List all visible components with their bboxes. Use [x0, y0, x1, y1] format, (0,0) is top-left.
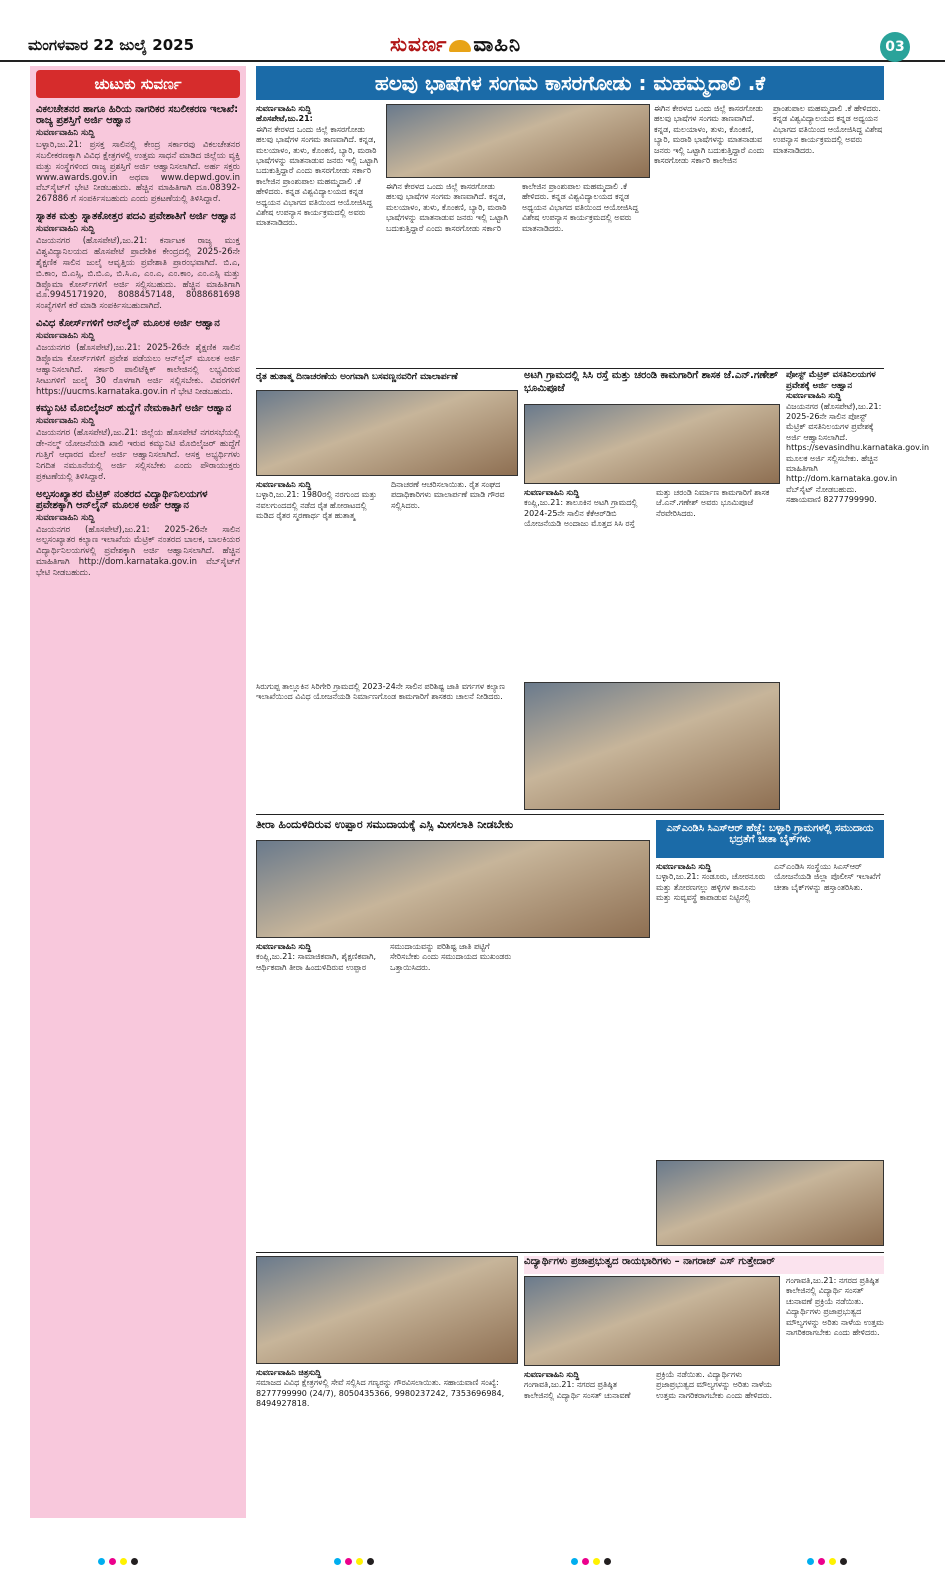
election-article-right — [786, 1276, 884, 1518]
headline: ಎನ್‌ಎಂಡಿಸಿ ಸಿಎಸ್‌ಆರ್ ಹೆಜ್ಜೆ: ಬಳ್ಳಾರಿ ಗ್ರಾಮಗಳಲ್ಲಿ ಸಮುದಾಯ ಭದ್ರತೆಗೆ ಚೀತಾ ಬೈಕ್‌ಗಳು — [666, 823, 874, 845]
page-number-badge: 03 — [880, 32, 910, 62]
left-news-item — [36, 403, 240, 482]
main-headline: ಹಲವು ಭಾಷೆಗಳ ಸಂಗಮ ಕಾಸರಗೋಡು : ಮಹಮ್ಮದಾಲಿ .ಕೆ — [256, 66, 884, 100]
byline: ಸುವರ್ಣವಾಹಿನಿ ಸುದ್ದಿ — [36, 128, 95, 138]
article-body: ಕಂಪ್ಲಿ,ಜು.21: ಸಾಮಾಜಿಕವಾಗಿ, ಶೈಕ್ಷಣಿಕವಾಗಿ, ಆರ್ಥಿಕವಾಗಿ ತೀರಾ ಹಿಂದುಳಿದಿರುವ ಉಪ್ಪಾರ ಸಮುದಾಯವನ್ನು ಪರಿಶಿಷ್ಟ ಜಾತಿ ಪಟ್ಟಿಗೆ ಸೇರಿಸಬೇಕು ಎಂದು ಸಮುದಾಯದ ಮುಖಂಡರು ಒತ್ತಾಯಿಸಿದರು. — [256, 942, 512, 972]
left-news-column — [30, 66, 246, 1518]
byline: ಸುವರ್ಣವಾಹಿನಿ ಸುದ್ದಿ — [524, 1370, 580, 1379]
left-news-headline: ಕಮ್ಯುನಿಟಿ ಮೊಬಿಲೈಜರ್ ಹುದ್ದೆಗೆ ನೇಮಕಾತಿಗೆ ಅರ್ಜಿ ಆಹ್ವಾನ — [36, 403, 232, 415]
magenta-dot — [582, 1558, 589, 1565]
black-dot — [604, 1558, 611, 1565]
police-article-text — [656, 862, 884, 1158]
election-headline-box — [524, 1256, 884, 1274]
yellow-dot — [356, 1558, 363, 1565]
magenta-dot — [109, 1558, 116, 1565]
byline: ಸುವರ್ಣವಾಹಿನಿ ಸುದ್ದಿ — [256, 104, 312, 113]
yellow-dot — [829, 1558, 836, 1565]
election-photo — [524, 1276, 780, 1366]
black-dot — [367, 1558, 374, 1565]
reservation-headline-box — [256, 818, 650, 838]
farmers-photo — [256, 390, 518, 476]
road-article-text — [524, 488, 780, 678]
article-body: ಈಗಿನ ಕೇರಳದ ಒಂದು ಜಿಲ್ಲೆ ಕಾಸರಗೋಡು ಹಲವು ಭಾಷೆಗಳ ಸಂಗಮ ತಾಣವಾಗಿದೆ. ಕನ್ನಡ, ಮಲಯಾಳಂ, ತುಳು, ಕೊಂಕಣಿ, ಬ್ಯಾರಿ, ಮರಾಠಿ ಭಾಷೆಗಳನ್ನು ಮಾತನಾಡುವ ಜನರು ಇಲ್ಲಿ ಒಟ್ಟಾಗಿ ಬದುಕುತ್ತಿದ್ದಾರೆ ಎಂದು ಕಾಸರಗೋಡು ಸರ್ಕಾರಿ ಕಾಲೇಜಿನ ಪ್ರಾಂಶುಪಾಲ ಮಹಮ್ಮದಾಲಿ .ಕೆ ಹೇಳಿದರು. ಕನ್ನಡ ವಿಶ್ವವಿದ್ಯಾಲಯದ ಕನ್ನಡ ಅಧ್ಯಯನ ವಿಭಾಗದ ವತಿಯಿಂದ ಆಯೋಜಿಸಿದ್ದ ವಿಶೇಷ ಉಪನ್ಯಾಸ ಕಾರ್ಯಕ್ರಮದಲ್ಲಿ ಅವರು ಮಾತನಾಡಿದರು. — [386, 182, 639, 233]
felicitation-photo — [256, 1256, 518, 1364]
article-body: ಸಮಾಜದ ವಿವಿಧ ಕ್ಷೇತ್ರಗಳಲ್ಲಿ ಸೇವೆ ಸಲ್ಲಿಸಿದ ಗಣ್ಯರನ್ನು ಗೌರವಿಸಲಾಯಿತು. ಸಹಾಯವಾಣಿ ಸಂಖ್ಯೆ: 8277799990 (24/7), 8050435366, 9980237242, 7353696984, 8494927818. — [256, 1378, 505, 1409]
yellow-dot — [593, 1558, 600, 1565]
farmers-article-text — [256, 480, 518, 678]
lead-article-continued — [386, 182, 650, 366]
left-news-body: ವಿಜಯನಗರ (ಹೊಸಪೇಟೆ),ಜು.21: ಕರ್ನಾಟಕ ರಾಜ್ಯ ಮುಕ್ತ ವಿಶ್ವವಿದ್ಯಾನಿಲಯದ ಹೊಸಪೇಟೆ ಪ್ರಾದೇಶಿಕ ಕೇಂದ್ರದಲ್ಲಿ 2025-26ನೇ ಶೈಕ್ಷಣಿಕ ಸಾಲಿನ ಜುಲೈ ಆವೃತ್ತಿಯ ಪ್ರವೇಶಾತಿ ಪ್ರಾರಂಭವಾಗಿದೆ. ಬಿ.ಎ, ಬಿ.ಕಾಂ, ಬಿ.ಎಸ್ಸಿ, ಬಿ.ಬಿ.ಎ, ಬಿ.ಸಿ.ಎ, ಎಂ.ಎ, ಎಂ.ಕಾಂ, ಎಂ.ಎಸ್ಸಿ ಮತ್ತು ಡಿಪ್ಲೊಮಾ ಕೋರ್ಸ್‌ಗಳಿಗೆ ಅರ್ಜಿ ಸಲ್ಲಿಸಬಹುದು. ಹೆಚ್ಚಿನ ಮಾಹಿತಿಗಾಗಿ ಮೊ.9945171920, 8088457148, 8088681698 ಸಂಖ್ಯೆಗಳಿಗೆ ಕರೆ ಮಾಡಿ ಸಂಪರ್ಕಿಸಬಹುದಾಗಿದೆ. — [36, 236, 240, 312]
byline: ಸುವರ್ಣವಾಹಿನಿ ಚಿತ್ರಸುದ್ದಿ — [256, 1368, 322, 1377]
left-news-item — [36, 211, 240, 312]
election-article-text — [524, 1370, 780, 1518]
byline: ಸುವರ್ಣವಾಹಿನಿ ಸುದ್ದಿ — [36, 331, 95, 342]
article-body: ಗಂಗಾವತಿ,ಜು.21: ನಗರದ ಪ್ರತಿಷ್ಠಿತ ಕಾಲೇಜಿನಲ್ಲಿ ವಿದ್ಯಾರ್ಥಿ ಸಂಸತ್ ಚುನಾವಣೆ ಪ್ರಕ್ರಿಯೆ ನಡೆಯಿತು. ವಿದ್ಯಾರ್ಥಿಗಳು ಪ್ರಜಾಪ್ರಭುತ್ವದ ಮೌಲ್ಯಗಳನ್ನು ಅರಿತು ನಾಳೆಯ ಉತ್ತಮ ನಾಗರಿಕರಾಗಬೇಕು ಎಂದು ಹೇಳಿದರು. — [524, 1370, 773, 1400]
color-dots — [571, 1558, 611, 1565]
left-news-body: ವಿಜಯನಗರ (ಹೊಸಪೇಟೆ),ಜು.21: ಜಿಲ್ಲೆಯ ಹೊಸಪೇಟೆ ನಗರಸಭೆಯಲ್ಲಿ ಡೇ-ನಲ್ಮ್ ಯೋಜನೆಯಡಿ ಖಾಲಿ ಇರುವ ಕಮ್ಯುನಿಟಿ ಮೊಬಿಲೈಜರ್ ಹುದ್ದೆಗೆ ಗುತ್ತಿಗೆ ಆಧಾರದ ಮೇಲೆ ಅರ್ಜಿ ಆಹ್ವಾನಿಸಲಾಗಿದೆ. ಆಸಕ್ತ ಅಭ್ಯರ್ಥಿಗಳು ನಿಗದಿತ ನಮೂನೆಯಲ್ಲಿ ಅರ್ಜಿ ಸಲ್ಲಿಸಬೇಕು ಎಂದು ಪೌರಾಯುಕ್ತರು ಪ್ರಕಟಣೆಯಲ್ಲಿ ತಿಳಿಸಿದ್ದಾರೆ. — [36, 428, 240, 482]
lead-article-text — [256, 104, 382, 366]
police-bikes-photo — [656, 1160, 884, 1246]
road-article-headline — [524, 370, 780, 402]
newspaper-logo — [390, 32, 521, 56]
byline: ಸುವರ್ಣವಾಹಿನಿ ಸುದ್ದಿ — [36, 416, 95, 427]
color-dots — [807, 1558, 847, 1565]
left-news-body: ವಿಜಯನಗರ (ಹೊಸಪೇಟೆ),ಜು.21: 2025-26ನೇ ಶೈಕ್ಷಣಿಕ ಸಾಲಿನ ಡಿಪ್ಲೊಮಾ ಕೋರ್ಸ್‌ಗಳಿಗೆ ಪ್ರವೇಶ ಪಡೆಯಲು ಆನ್‌ಲೈನ್ ಮೂಲಕ ಅರ್ಜಿ ಆಹ್ವಾನಿಸಲಾಗಿದೆ. ಸರ್ಕಾರಿ ಪಾಲಿಟೆಕ್ನಿಕ್ ಕಾಲೇಜಿನಲ್ಲಿ ಲಭ್ಯವಿರುವ ಸೀಟುಗಳಿಗೆ ಜುಲೈ 30 ರೊಳಗಾಗಿ ಅರ್ಜಿ ಸಲ್ಲಿಸಬೇಕು. ವಿವರಗಳಿಗೆ https://uucms.karnataka.gov.in ಗೆ ಭೇಟಿ ನೀಡಬಹುದು. — [36, 343, 240, 397]
byline: ಸುವರ್ಣವಾಹಿನಿ ಸುದ್ದಿ — [36, 224, 95, 235]
print-registration-marks — [0, 1548, 945, 1574]
column-banner: ಚುಟುಕು ಸುವರ್ಣ — [36, 70, 240, 98]
left-news-body: ವಿಜಯನಗರ (ಹೊಸಪೇಟೆ),ಜು.21: 2025-26ನೇ ಸಾಲಿನ ಅಲ್ಪಸಂಖ್ಯಾತರ ಕಲ್ಯಾಣ ಇಲಾಖೆಯ ಮೆಟ್ರಿಕ್ ನಂತರದ ಬಾಲಕ, ಬಾಲಕಿಯರ ವಿದ್ಯಾರ್ಥಿನಿಲಯಗಳಲ್ಲಿ ಪ್ರವೇಶಕ್ಕಾಗಿ ಅರ್ಜಿ ಆಹ್ವಾನಿಸಲಾಗಿದೆ. ಹೆಚ್ಚಿನ ಮಾಹಿತಿಗಾಗಿ http://dom.karnataka.gov.in ವೆಬ್‌ಸೈಟ್‌ಗೆ ಭೇಟಿ ನೀಡಬಹುದು. — [36, 524, 240, 578]
article-body: ಸಿರುಗುಪ್ಪ ತಾಲ್ಲೂಕಿನ ಸಿರಿಗೇರಿ ಗ್ರಾಮದಲ್ಲಿ 2023-24ನೇ ಸಾಲಿನ ಪರಿಶಿಷ್ಟ ಜಾತಿ ವರ್ಗಗಳ ಕಲ್ಯಾಣ ಇಲಾಖೆಯಿಂದ ವಿವಿಧ ಯೋಜನೆಯಡಿ ನಿರ್ಮಾಣಗೊಂಡ ಕಾಮಗಾರಿಗೆ ಶಾಸಕರು ಚಾಲನೆ ನೀಡಿದರು. — [256, 682, 505, 702]
headline: ವಿದ್ಯಾರ್ಥಿಗಳು ಪ್ರಜಾಪ್ರಭುತ್ವದ ರಾಯಭಾರಿಗಳು – ನಾಗರಾಜ್ ಎಸ್ ಗುತ್ತೇದಾರ್ — [524, 1256, 775, 1267]
reservation-article-text — [256, 942, 650, 1248]
lead-article-right-text — [654, 104, 884, 366]
byline: ಸುವರ್ಣವಾಹಿನಿ ಸುದ್ದಿ — [656, 862, 712, 871]
felicitation-article-text — [256, 1368, 518, 1518]
cyan-dot — [98, 1558, 105, 1565]
headline: ರೈತ ಹುತಾತ್ಮ ದಿನಾಚರಣೆಯ ಅಂಗವಾಗಿ ಬಸವಣ್ಣನವರಿಗೆ ಮಾಲಾರ್ಪಣೆ — [256, 372, 458, 382]
headline: ತೀರಾ ಹಿಂದುಳಿದಿರುವ ಉಪ್ಪಾರ ಸಮುದಾಯಕ್ಕೆ ಎಸ್ಸಿ ಮೀಸಲಾತಿ ನೀಡಬೇಕು — [256, 818, 514, 831]
cyan-dot — [571, 1558, 578, 1565]
cyan-dot — [334, 1558, 341, 1565]
divider — [256, 814, 884, 815]
article-body: ಬಳ್ಳಾರಿ,ಜು.21: 1980ರಲ್ಲಿ ನರಗುಂದ ಮತ್ತು ನವಲಗುಂದದಲ್ಲಿ ನಡೆದ ರೈತ ಹೋರಾಟದಲ್ಲಿ ಮಡಿದ ರೈತರ ಸ್ಮರಣಾರ್ಥ ರೈತ ಹುತಾತ್ಮ ದಿನಾಚರಣೆ ಆಚರಿಸಲಾಯಿತು. ರೈತ ಸಂಘದ ಪದಾಧಿಕಾರಿಗಳು ಮಾಲಾರ್ಪಣೆ ಮಾಡಿ ಗೌರವ ಸಲ್ಲಿಸಿದರು. — [256, 480, 505, 521]
issue-date: ಮಂಗಳವಾರ 22 ಜುಲೈ 2025 — [28, 36, 195, 54]
left-news-body: ಬಳ್ಳಾರಿ,ಜು.21: ಪ್ರಸಕ್ತ ಸಾಲಿನಲ್ಲಿ ಕೇಂದ್ರ ಸರ್ಕಾರವು ವಿಕಲಚೇತನರ ಸಬಲೀಕರಣಕ್ಕಾಗಿ ವಿವಿಧ ಕ್ಷೇತ್ರಗಳಲ್ಲಿ ಉತ್ತಮ ಸಾಧನೆ ಮಾಡಿದ ಜಿಲ್ಲೆಯ ವ್ಯಕ್ತಿ ಮತ್ತು ಸಂಸ್ಥೆಗಳಿಂದ ರಾಜ್ಯ ಪ್ರಶಸ್ತಿಗೆ ಅರ್ಜಿ ಆಹ್ವಾನಿಸಲಾಗಿದೆ. ಅರ್ಹ ಸಕ್ತರು www.awards.gov.in ಅಥವಾ www.depwd.gov.in ವೆಬ್‌ಸೈಟ್‌ಗೆ ಭೇಟಿ ನೀಡಬಹುದು. ಹೆಚ್ಚಿನ ಮಾಹಿತಿಗಾಗಿ ದೂ.08392-267886 ಗೆ ಸಂಪರ್ಕಿಸಬಹುದು ಎಂದು ಪ್ರಕಟಣೆಯಲ್ಲಿ ತಿಳಿಸಿದ್ದಾರೆ. — [36, 139, 240, 205]
lamp-icon — [449, 40, 471, 52]
logo-left-text: ಸುವರ್ಣ — [390, 32, 448, 56]
left-news-headline: ಸ್ನಾತಕ ಮತ್ತು ಸ್ನಾತಕೋತ್ತರ ಪದವಿ ಪ್ರವೇಶಾತಿಗೆ ಅರ್ಜಿ ಆಹ್ವಾನ — [36, 211, 236, 223]
logo-right-text: ವಾಹಿನಿ — [473, 32, 522, 56]
article-body: ಈಗಿನ ಕೇರಳದ ಒಂದು ಜಿಲ್ಲೆ ಕಾಸರಗೋಡು ಹಲವು ಭಾಷೆಗಳ ಸಂಗಮ ತಾಣವಾಗಿದೆ. ಕನ್ನಡ, ಮಲಯಾಳಂ, ತುಳು, ಕೊಂಕಣಿ, ಬ್ಯಾರಿ, ಮರಾಠಿ ಭಾಷೆಗಳನ್ನು ಮಾತನಾಡುವ ಜನರು ಇಲ್ಲಿ ಒಟ್ಟಾಗಿ ಬದುಕುತ್ತಿದ್ದಾರೆ ಎಂದು ಕಾಸರಗೋಡು ಸರ್ಕಾರಿ ಕಾಲೇಜಿನ ಪ್ರಾಂಶುಪಾಲ ಮಹಮ್ಮದಾಲಿ .ಕೆ ಹೇಳಿದರು. ಕನ್ನಡ ವಿಶ್ವವಿದ್ಯಾಲಯದ ಕನ್ನಡ ಅಧ್ಯಯನ ವಿಭಾಗದ ವತಿಯಿಂದ ಆಯೋಜಿಸಿದ್ದ ವಿಶೇಷ ಉಪನ್ಯಾಸ ಕಾರ್ಯಕ್ರಮದಲ್ಲಿ ಅವರು ಮಾತನಾಡಿದರು. — [654, 104, 883, 165]
headline: ಪೋಸ್ಟ್ ಮೆಟ್ರಿಕ್ ವಸತಿನಿಲಯಗಳ ಪ್ರವೇಶಕ್ಕೆ ಅರ್ಜಿ ಆಹ್ವಾನ — [786, 370, 876, 391]
left-news-item — [36, 104, 240, 205]
dateline: ಹೊಸಪೇಟೆ,ಜು.21: — [256, 114, 313, 124]
color-dots — [98, 1558, 138, 1565]
reservation-photo — [256, 840, 650, 938]
scheme-photo — [524, 682, 780, 810]
byline: ಸುವರ್ಣವಾಹಿನಿ ಸುದ್ದಿ — [256, 480, 312, 489]
byline: ಸುವರ್ಣವಾಹಿನಿ ಸುದ್ದಿ — [524, 488, 580, 497]
divider — [256, 1252, 884, 1253]
masthead — [0, 0, 945, 62]
police-headline-box — [656, 820, 884, 858]
group-photo — [386, 104, 650, 178]
left-news-item — [36, 318, 240, 397]
headline: ಅಟಗಿ ಗ್ರಾಮದಲ್ಲಿ ಸಿಸಿ ರಸ್ತೆ ಮತ್ತು ಚರಂಡಿ ಕಾಮಗಾರಿಗೆ ಶಾಸಕ ಜೆ.ಎನ್.ಗಣೇಶ್ ಭೂಮಿಪೂಜೆ — [524, 370, 779, 394]
divider — [256, 368, 884, 369]
left-news-headline: ವಿಕಲಚೇತನರ ಹಾಗೂ ಹಿರಿಯ ನಾಗರಿಕರ ಸಬಲೀಕರಣ ಇಲಾಖೆ: ರಾಜ್ಯ ಪ್ರಶಸ್ತಿಗೆ ಅರ್ಜಿ ಆಹ್ವಾನ — [36, 104, 239, 126]
byline: ಸುವರ್ಣವಾಹಿನಿ ಸುದ್ದಿ — [256, 942, 312, 951]
magenta-dot — [345, 1558, 352, 1565]
article-body: ಗಂಗಾವತಿ,ಜು.21: ನಗರದ ಪ್ರತಿಷ್ಠಿತ ಕಾಲೇಜಿನಲ್ಲಿ ವಿದ್ಯಾರ್ಥಿ ಸಂಸತ್ ಚುನಾವಣೆ ಪ್ರಕ್ರಿಯೆ ನಡೆಯಿತು. ವಿದ್ಯಾರ್ಥಿಗಳು ಪ್ರಜಾಪ್ರಭುತ್ವದ ಮೌಲ್ಯಗಳನ್ನು ಅರಿತು ನಾಳೆಯ ಉತ್ತಮ ನಾಗರಿಕರಾಗಬೇಕು ಎಂದು ಹೇಳಿದರು. — [786, 1276, 884, 1337]
road-photo — [524, 404, 780, 484]
byline: ಸುವರ್ಣವಾಹಿನಿ ಸುದ್ದಿ — [786, 391, 842, 401]
farmers-article-headline — [256, 372, 518, 388]
yellow-dot — [120, 1558, 127, 1565]
left-news-headline: ಅಲ್ಪಸಂಖ್ಯಾತರ ಮೆಟ್ರಿಕ್ ನಂತರದ ವಿದ್ಯಾರ್ಥಿನಿಲಯಗಳ ಪ್ರವೇಶಕ್ಕಾಗಿ ಆನ್‌ಲೈನ್ ಮೂಲಕ ಅರ್ಜಿ ಆಹ್ವಾನ — [36, 488, 208, 511]
black-dot — [840, 1558, 847, 1565]
magenta-dot — [818, 1558, 825, 1565]
black-dot — [131, 1558, 138, 1565]
scheme-article-text — [256, 682, 518, 810]
left-news-item — [36, 489, 240, 579]
article-body: ವಿಜಯನಗರ (ಹೊಸಪೇಟೆ),ಜು.21: 2025-26ನೇ ಸಾಲಿನ ಪೋಸ್ಟ್ ಮೆಟ್ರಿಕ್ ವಸತಿನಿಲಯಗಳ ಪ್ರವೇಶಕ್ಕೆ ಅರ್ಜಿ ಆಹ್ವಾನಿಸಲಾಗಿದೆ. https://sevasindhu.karnataka.gov.in ಮೂಲಕ ಅರ್ಜಿ ಸಲ್ಲಿಸಬೇಕು. ಹೆಚ್ಚಿನ ಮಾಹಿತಿಗಾಗಿ http://dom.karnataka.gov.in ವೆಬ್‌ಸೈಟ್ ನೋಡಬಹುದು. ಸಹಾಯವಾಣಿ 8277799990. — [786, 401, 930, 505]
article-body: ಬಳ್ಳಾರಿ,ಜು.21: ಸಂಡೂರು, ಚೋರನೂರು ಮತ್ತು ತೋರಣಗಲ್ಲು ಹಳ್ಳಿಗಳ ಕಾನೂನು ಮತ್ತು ಸುವ್ಯವಸ್ಥೆ ಕಾಪಾಡುವ ನಿಟ್ಟಿನಲ್ಲಿ ಎನ್‌ಎಂಡಿಸಿ ಸಂಸ್ಥೆಯು ಸಿಎಸ್‌ಆರ್ ಯೋಜನೆಯಡಿ ಜಿಲ್ಲಾ ಪೊಲೀಸ್ ಇಲಾಖೆಗೆ ಚೀತಾ ಬೈಕ್‌ಗಳನ್ನು ಹಸ್ತಾಂತರಿಸಿತು. — [656, 862, 881, 903]
article-body: ಈಗಿನ ಕೇರಳದ ಒಂದು ಜಿಲ್ಲೆ ಕಾಸರಗೋಡು ಹಲವು ಭಾಷೆಗಳ ಸಂಗಮ ತಾಣವಾಗಿದೆ. ಕನ್ನಡ, ಮಲಯಾಳಂ, ತುಳು, ಕೊಂಕಣಿ, ಬ್ಯಾರಿ, ಮರಾಠಿ ಭಾಷೆಗಳನ್ನು ಮಾತನಾಡುವ ಜನರು ಇಲ್ಲಿ ಒಟ್ಟಾಗಿ ಬದುಕುತ್ತಿದ್ದಾರೆ ಎಂದು ಕಾಸರಗೋಡು ಸರ್ಕಾರಿ ಕಾಲೇಜಿನ ಪ್ರಾಂಶುಪಾಲ ಮಹಮ್ಮದಾಲಿ .ಕೆ ಹೇಳಿದರು. ಕನ್ನಡ ವಿಶ್ವವಿದ್ಯಾಲಯದ ಕನ್ನಡ ಅಧ್ಯಯನ ವಿಭಾಗದ ವತಿಯಿಂದ ಆಯೋಜಿಸಿದ್ದ ವಿಶೇಷ ಉಪನ್ಯಾಸ ಕಾರ್ಯಕ್ರಮದಲ್ಲಿ ಅವರು ಮಾತನಾಡಿದರು. — [256, 124, 378, 228]
article-body: ಕಂಪ್ಲಿ,ಜು.21: ತಾಲೂಕಿನ ಅಟಗಿ ಗ್ರಾಮದಲ್ಲಿ 2024-25ನೇ ಸಾಲಿನ ಕೆಕೆಆರ್‌ಡಿಬಿ ಯೋಜನೆಯಡಿ ಅಂದಾಜು ಮೊತ್ತದ ಸಿಸಿ ರಸ್ತೆ ಮತ್ತು ಚರಂಡಿ ನಿರ್ಮಾಣ ಕಾಮಗಾರಿಗೆ ಶಾಸಕ ಜೆ.ಎನ್.ಗಣೇಶ್ ಅವರು ಭೂಮಿಪೂಜೆ ನೆರವೇರಿಸಿದರು. — [524, 488, 770, 529]
left-news-headline: ವಿವಿಧ ಕೋರ್ಸ್‌ಗಳಿಗೆ ಆನ್‌ಲೈನ್ ಮೂಲಕ ಅರ್ಜಿ ಆಹ್ವಾನ — [36, 318, 220, 330]
byline: ಸುವರ್ಣವಾಹಿನಿ ಸುದ್ದಿ — [36, 512, 95, 523]
cyan-dot — [807, 1558, 814, 1565]
hostel-article — [786, 370, 930, 818]
color-dots — [334, 1558, 374, 1565]
